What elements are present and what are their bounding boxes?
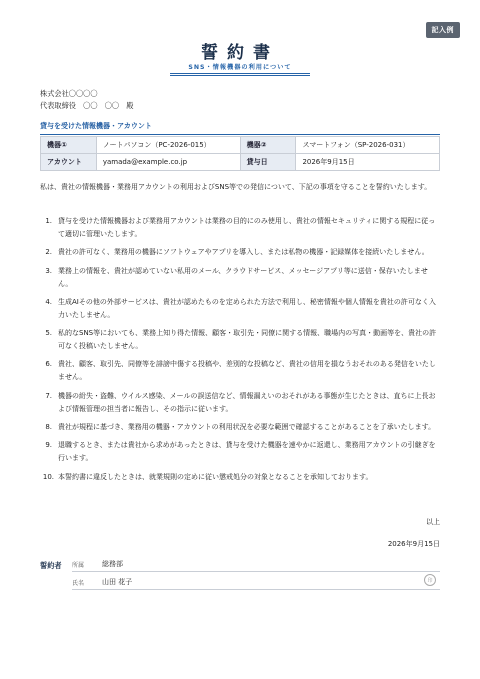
clause-list (40, 215, 440, 489)
clause-number: 5. (45, 329, 52, 338)
section-heading: 貸与を受けた情報機器・アカウント (40, 121, 440, 135)
clause-text: 貸与を受けた情報機器および業務用アカウントは業務の目的にのみ使用し、貴社の情報セキュリティに関する規程に従って適切に管理いたします。 (58, 217, 436, 238)
list-item (40, 296, 440, 322)
clause-number: 9. (45, 441, 52, 450)
addressee-representative: 代表取締役 〇〇 〇〇 殿 (40, 101, 134, 110)
list-item (40, 215, 440, 241)
account-label: アカウント (41, 154, 97, 171)
list-item (40, 265, 440, 291)
lend-date-label: 貸与日 (240, 154, 296, 171)
clause-number: 6. (45, 360, 52, 369)
clause-number: 1. (45, 217, 52, 225)
seal-stamp-icon: 印 (424, 574, 436, 586)
list-item (40, 246, 440, 259)
name-value: 山田 花子 (102, 578, 133, 586)
clause-number: 7. (45, 391, 52, 400)
page-subtitle: SNS・情報機器の利用について (188, 64, 292, 71)
clause-number: 8. (45, 423, 52, 432)
title-rule (170, 73, 310, 74)
clause-number: 10. (42, 472, 54, 481)
device2-value: スマートフォン（SP-2026-031） (296, 137, 440, 154)
list-item (40, 471, 440, 484)
clause-text: 貴社、顧客、取引先、同僚等を誹謗中傷する投稿や、差別的な投稿など、貴社の信用を損なうおそれのある発信をいたしません。 (58, 360, 436, 382)
list-item (40, 358, 440, 384)
list-item (40, 439, 440, 465)
addressee-block (40, 88, 133, 112)
addressee-company: 株式会社〇〇〇〇 (40, 89, 98, 98)
clause-text: 業務上の情報を、貴社が認めていない私用のメール、クラウドサービス、メッセージアプリ等に送信・保存いたしません。 (58, 266, 428, 288)
closing-text: 以上 (426, 518, 440, 526)
device2-label: 機器② (240, 137, 296, 154)
clause-text: 生成AIその他の外部サービスは、貴社が認めたものを定められた方法で利用し、秘密情報や個人情報を貴社の許可なく入力いたしません。 (58, 297, 436, 319)
sample-badge: 記入例 (426, 22, 461, 38)
device1-value: ノートパソコン（PC-2026-015） (96, 137, 240, 154)
clause-text: 貴社が規程に基づき、業務用の機器・アカウントの利用状況を必要な範囲で確認することがあることを了承いたします。 (58, 423, 436, 432)
list-item (40, 327, 440, 353)
account-value: yamada@example.co.jp (96, 154, 240, 171)
list-item (40, 390, 440, 416)
list-item (40, 421, 440, 434)
clause-text: 私的なSNS等においても、業務上知り得た情報、顧客・取引先・同僚に関する情報、職場内の写真・動画等を、貴社の許可なく投稿いたしません。 (58, 329, 437, 351)
table-row (41, 154, 440, 171)
department-value: 総務部 (102, 560, 123, 568)
lend-date-value: 2026年9月15日 (296, 154, 440, 171)
device-table (40, 136, 440, 171)
title-rule-secondary (170, 75, 310, 76)
clause-number: 3. (45, 266, 52, 275)
clause-text: 本誓約書に違反したときは、就業規則の定めに従い懲戒処分の対象となることを承知しております。 (58, 472, 373, 481)
signer-name-row (72, 575, 440, 590)
page-title: 誓約書 (201, 43, 279, 63)
name-key: 氏名 (72, 579, 85, 587)
signing-date: 2026年9月15日 (387, 540, 440, 548)
clause-text: 機器の紛失・盗難、ウイルス感染、メールの誤送信など、情報漏えいのおそれがある事態が生じたときは、直ちに上長および情報管理の担当者に報告し、その指示に従います。 (58, 391, 436, 413)
signer-label: 誓約者 (40, 561, 62, 570)
intro-text: 私は、貴社の情報機器・業務用アカウントの利用およびSNS等での発信について、下記の事項を守ることを誓約いたします。 (40, 183, 432, 191)
clause-text: 貴社の許可なく、業務用の機器にソフトウェアやアプリを導入し、または私物の機器・記録媒体を接続いたしません。 (58, 248, 429, 257)
clause-number: 4. (45, 297, 52, 306)
device1-label: 機器① (41, 137, 97, 154)
clause-text: 退職するとき、または貴社から求めがあったときは、貸与を受けた機器を速やかに返還し、業務用アカウントの引継ぎを行います。 (58, 441, 436, 463)
table-row (41, 137, 440, 154)
department-key: 所属 (72, 561, 85, 569)
signer-department-row (72, 557, 440, 572)
clause-number: 2. (45, 248, 52, 257)
